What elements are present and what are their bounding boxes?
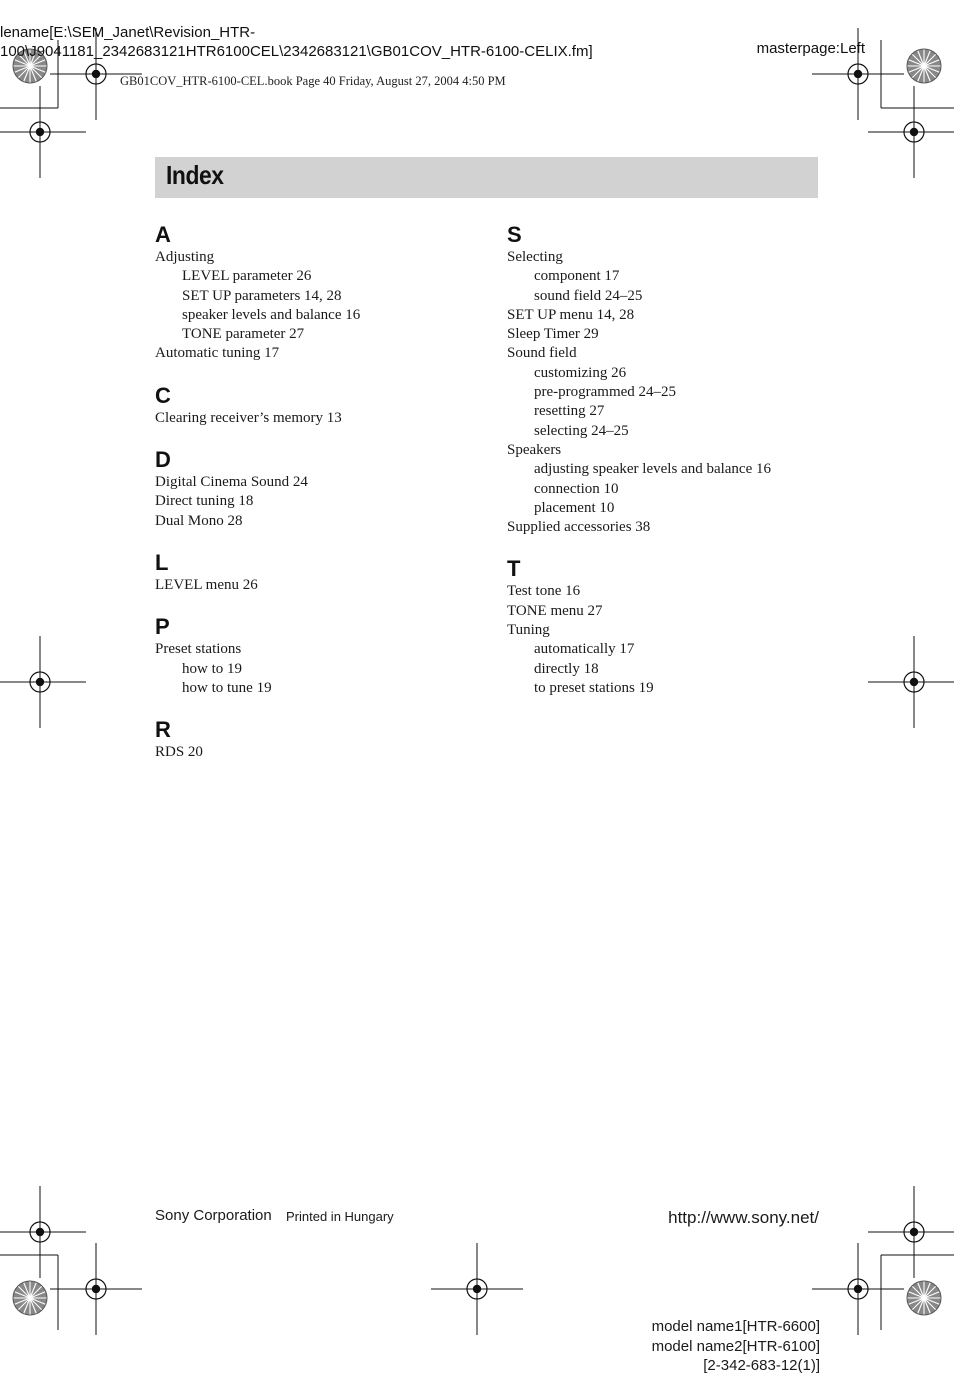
- index-section-p: [155, 614, 495, 698]
- index-entry: Clearing receiver’s memory 13: [155, 409, 342, 426]
- index-subentry: to preset stations 19: [534, 679, 654, 696]
- page-title: Index: [166, 160, 224, 190]
- index-entry: Automatic tuning 17: [155, 345, 280, 362]
- index-section-c: [155, 383, 495, 428]
- part-code: [2-342-683-12(1)]: [703, 1357, 820, 1374]
- masterpage-label: masterpage:Left: [756, 40, 865, 57]
- index-entry: SET UP menu 14, 28: [507, 306, 635, 323]
- filename-line-2: 100\J9041181_2342683121HTR6100CEL\2342683121\GB01COV_HTR-6100-CELIX.fm]: [0, 43, 593, 60]
- section-letter: P: [155, 614, 170, 640]
- index-subentry: directly 18: [534, 660, 599, 677]
- filename-label: [0, 23, 593, 61]
- index-entry: RDS 20: [155, 744, 203, 761]
- index-entry: Adjusting: [155, 249, 215, 265]
- section-letter: T: [507, 556, 521, 582]
- index-subentry: customizing 26: [534, 364, 627, 381]
- index-section-r: [155, 717, 495, 762]
- index-subentry: connection 10: [534, 480, 619, 497]
- registration-star-icon: [907, 1281, 941, 1315]
- section-letter: R: [155, 717, 171, 743]
- index-section-l: [155, 550, 495, 595]
- section-letter: S: [507, 222, 522, 247]
- index-entry: Selecting: [507, 249, 563, 265]
- section-letter: L: [155, 549, 169, 575]
- index-section-t: [507, 556, 847, 698]
- index-entry: Direct tuning 18: [155, 493, 254, 510]
- index-entry: LEVEL menu 26: [155, 576, 258, 593]
- registration-cross-icon: [431, 1243, 523, 1335]
- index-entry: Preset stations: [155, 641, 242, 658]
- index-entry: Test tone 16: [507, 583, 581, 600]
- index-section-a: [155, 222, 495, 364]
- registration-star-icon: [13, 1281, 47, 1315]
- index-entry: TONE menu 27: [507, 602, 603, 619]
- index-entry: Sleep Timer 29: [507, 326, 599, 343]
- index-entry: Tuning: [507, 622, 550, 639]
- index-section-d: [155, 447, 495, 531]
- index-subentry: resetting 27: [534, 403, 605, 420]
- index-subentry: LEVEL parameter 26: [182, 268, 312, 285]
- registration-star-icon: [907, 49, 941, 83]
- filename-line-1: lename[E:\SEM_Janet\Revision_HTR-: [0, 24, 256, 41]
- index-subentry: pre-programmed 24–25: [534, 384, 677, 401]
- index-subentry: how to 19: [182, 660, 242, 677]
- registration-cross-icon: [0, 636, 86, 728]
- index-subentry: component 17: [534, 268, 620, 285]
- registration-cross-icon: [812, 1243, 904, 1335]
- index-subentry: selecting 24–25: [534, 422, 629, 439]
- section-letter: C: [155, 382, 171, 408]
- sony-url-link[interactable]: http://www.sony.net/: [668, 1208, 819, 1227]
- model-name-1: model name1[HTR-6600]: [651, 1318, 820, 1335]
- index-subentry: placement 10: [534, 499, 615, 516]
- section-letter: D: [155, 447, 171, 473]
- company-name: Sony Corporation: [155, 1207, 272, 1224]
- index-subentry: speaker levels and balance 16: [182, 306, 361, 323]
- index-column-right: [507, 222, 847, 717]
- index-subentry: adjusting speaker levels and balance 16: [534, 461, 771, 478]
- index-entry: Supplied accessories 38: [507, 519, 651, 536]
- registration-cross-icon: [0, 86, 86, 178]
- index-subentry: how to tune 19: [182, 679, 272, 696]
- index-entry: Digital Cinema Sound 24: [155, 474, 308, 491]
- registration-cross-icon: [50, 1243, 142, 1335]
- registration-cross-icon: [0, 1186, 86, 1278]
- model-name-2: model name2[HTR-6100]: [651, 1338, 820, 1355]
- index-section-s: [507, 222, 847, 537]
- index-subentry: sound field 24–25: [534, 287, 643, 304]
- index-title-banner: [155, 157, 818, 198]
- index-entry: Dual Mono 28: [155, 512, 243, 529]
- index-column-left: [155, 222, 495, 781]
- index-subentry: SET UP parameters 14, 28: [182, 287, 342, 304]
- printed-in-label: Printed in Hungary: [286, 1209, 394, 1224]
- index-entry: Sound field: [507, 345, 577, 362]
- registration-cross-icon: [868, 636, 954, 728]
- index-entry: Speakers: [507, 441, 562, 458]
- section-letter: A: [155, 222, 171, 247]
- index-subentry: TONE parameter 27: [182, 326, 305, 343]
- book-info-line: GB01COV_HTR-6100-CEL.book Page 40 Friday, August 27, 2004 4:50 PM: [120, 74, 506, 88]
- index-subentry: automatically 17: [534, 641, 635, 658]
